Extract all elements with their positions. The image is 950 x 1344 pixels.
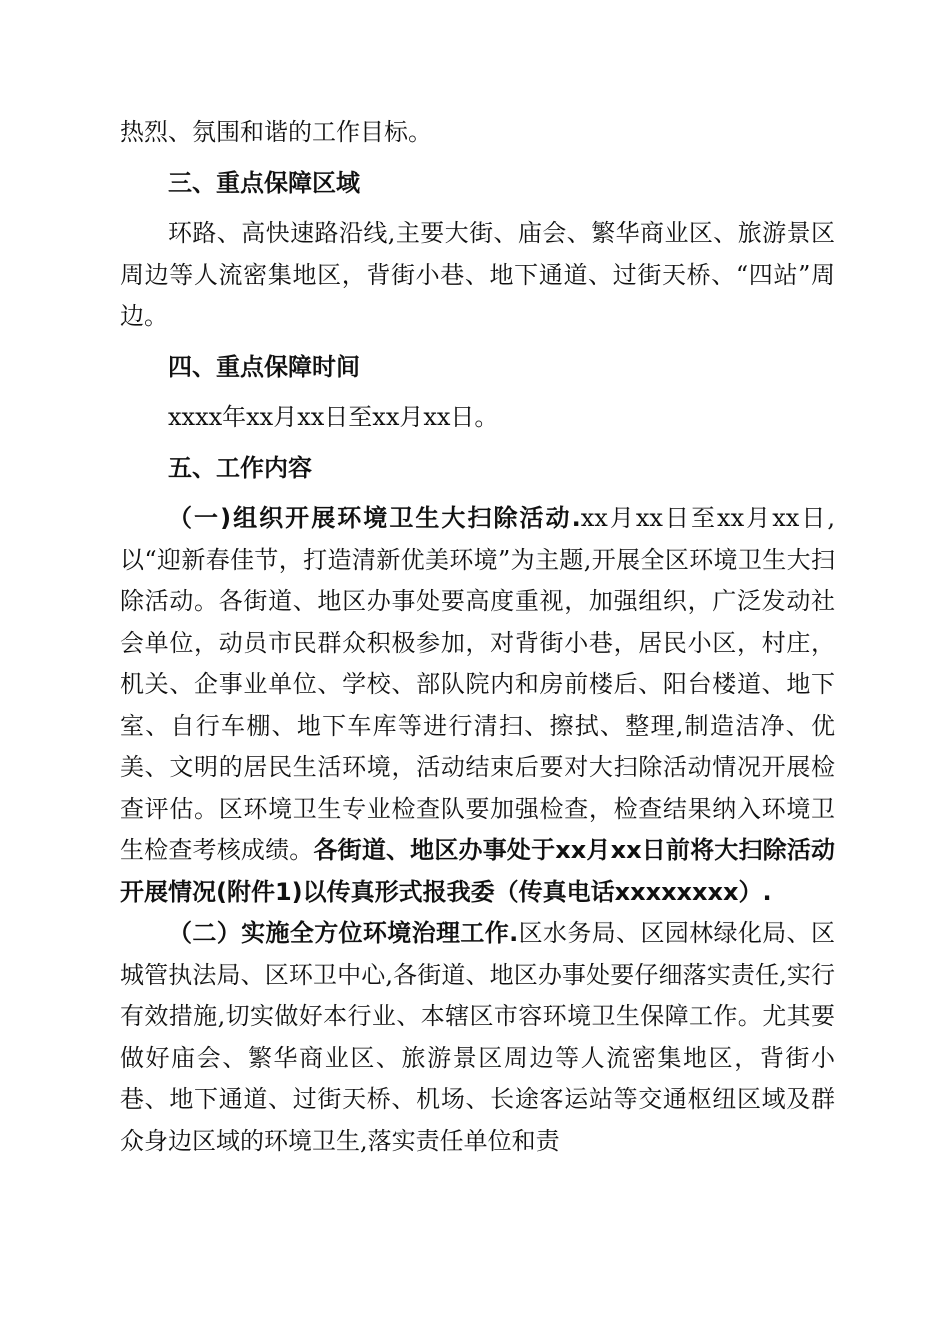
section-governance-body: 区水务局、区园林绿化局、区城管执法局、区环卫中心,各街道、地区办事处要仔细落实责任,实行有效措施,切实做好本行业、本辖区市容环境卫生保障工作。尤其要做好庙会、繁华商业区、旅游景区周边等人流密集地区，背街小巷、地下通道、过街天桥、机场、长途客运站等交通枢纽区域及群众身边区域的环境卫生,落实责任单位和责 xyxy=(120,919,836,1155)
paragraph-key-areas: 环路、高快速路沿线,主要大街、庙会、繁华商业区、旅游景区周边等人流密集地区，背街小巷、地下通道、过街天桥、“四站”周边。 xyxy=(120,219,835,330)
spacer xyxy=(120,439,835,448)
paragraph-intro-tail: 热烈、氛围和谐的工作目标。 xyxy=(120,118,432,146)
document-page xyxy=(120,112,835,1162)
heading-key-time: 四、重点保障时间 xyxy=(168,352,360,381)
section-cleanup-tail: 各街道、地区办事处于xx月xx日前将大扫除活动开展情况(附件1)以传真形式报我委（传真电话xxxxxxxx）. xyxy=(120,836,836,906)
section-environment-governance xyxy=(120,913,835,1162)
paragraph-key-time: xxxx年xx月xx日至xx月xx日。 xyxy=(168,403,499,431)
section-cleanup-body: xx月xx日至xx月xx日,以“迎新春佳节，打造清新优美环境”为主题,开展全区环境卫生大扫除活动。各街道、地区办事处要高度重视，加强组织，广泛发动社会单位，动员市民群众积极参加，对背街小巷，居民小区，村庄，机关、企事业单位、学校、部队院内和房前楼后、阳台楼道、地下室、自行车棚、地下车库等进行清扫、擦拭、整理,制造洁净、优美、文明的居民生活环境，活动结束后要对大扫除活动情况开展检查评估。区环境卫生专业检查队要加强检查，检查结果纳入环境卫生检查考核成绩。 xyxy=(120,504,835,864)
section-governance-lead: （二）实施全方位环境治理工作. xyxy=(168,919,519,947)
spacer xyxy=(120,489,835,498)
spacer xyxy=(120,204,835,213)
spacer xyxy=(120,154,835,163)
spacer xyxy=(120,388,835,397)
section-cleanup-lead: （一)组织开展环境卫生大扫除活动. xyxy=(168,504,581,532)
heading-work-content: 五、工作内容 xyxy=(168,453,312,482)
heading-key-areas: 三、重点保障区域 xyxy=(168,168,360,197)
spacer xyxy=(120,338,835,347)
section-cleanup-campaign xyxy=(120,498,835,913)
